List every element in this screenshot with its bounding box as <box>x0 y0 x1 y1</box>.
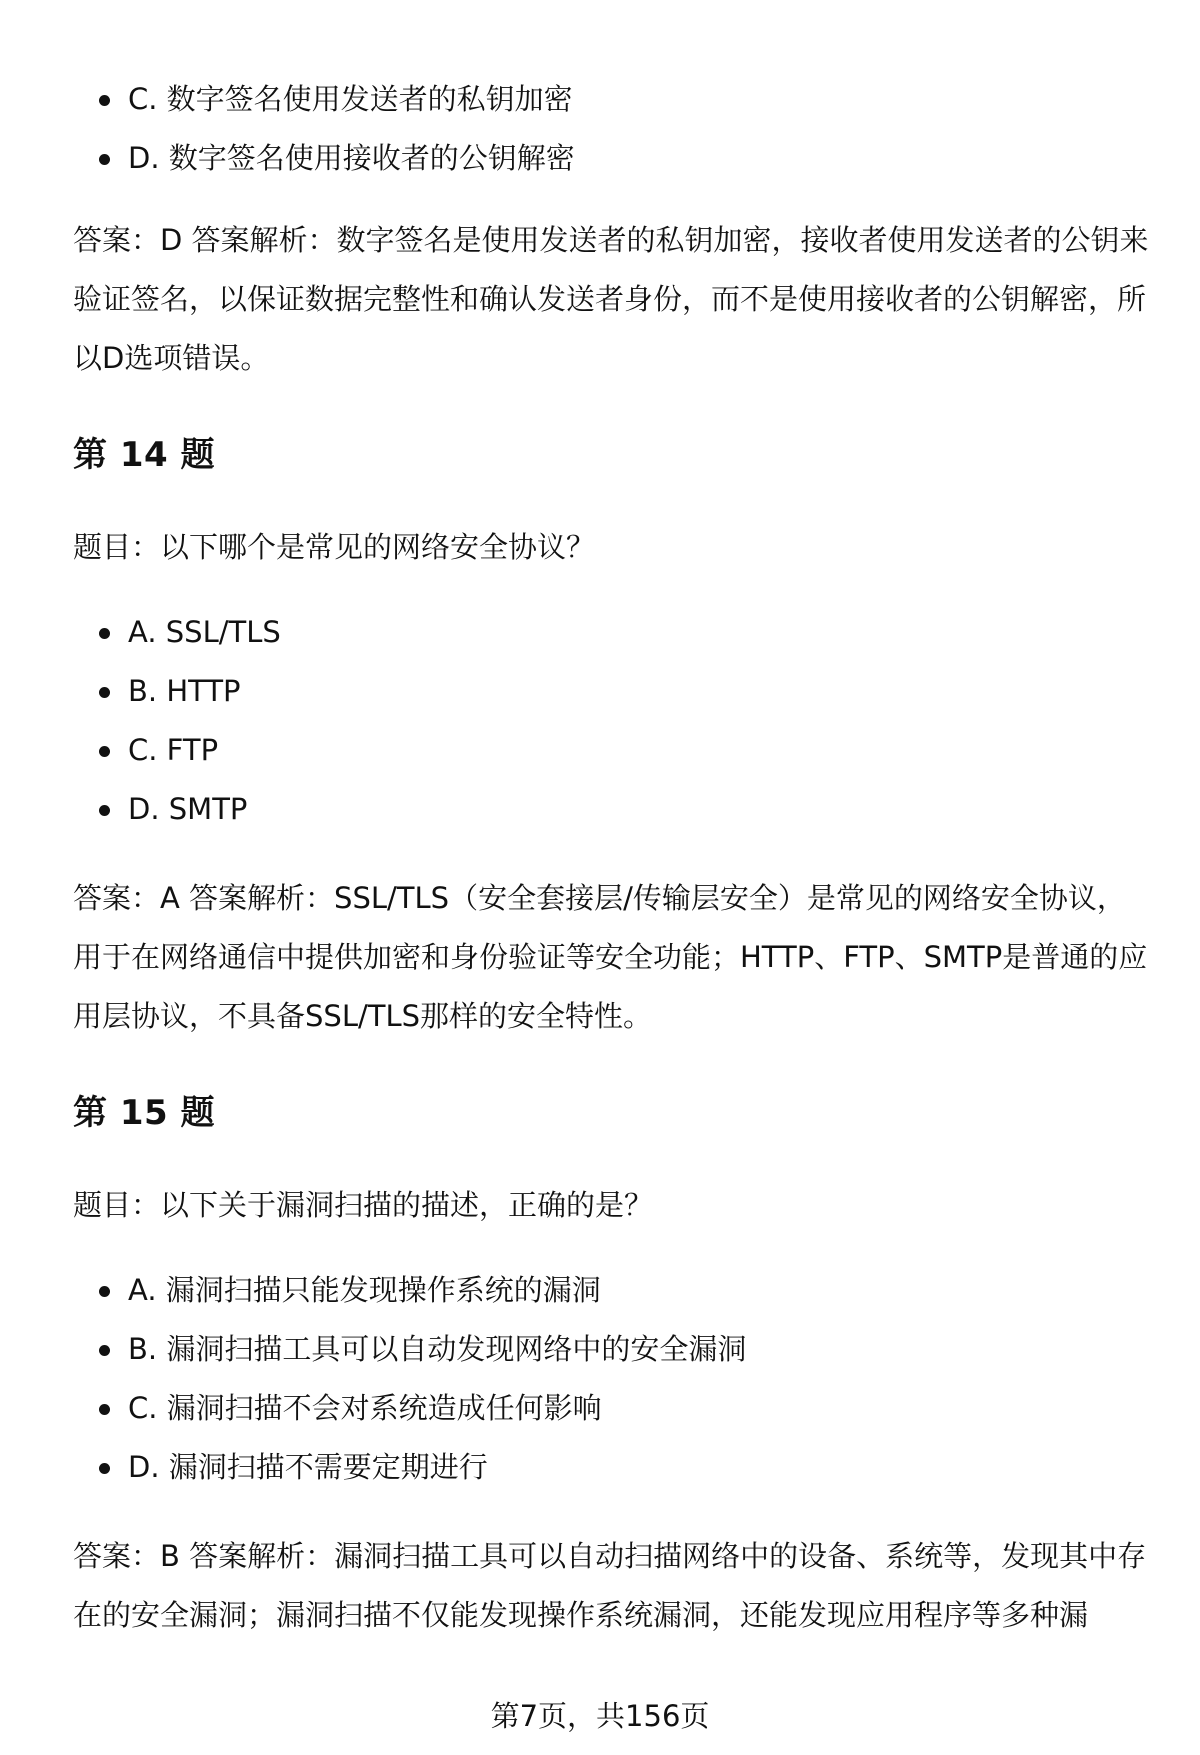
q15-question: 题目：以下关于漏洞扫描的描述，正确的是？ <box>73 1188 654 1222</box>
q13-answer: 答案：D 答案解析：数字签名是使用发送者的私钥加密，接收者使用发送者的公钥来验证签名，以保证数据完整性和确认发送者身份，而不是使用接收者的公钥解密，所以D选项错误。 <box>73 223 1149 375</box>
option-a: A. SSL/TLS <box>73 603 1153 662</box>
q14-question: 题目：以下哪个是常见的网络安全协议？ <box>73 530 596 564</box>
option-d: D. 漏洞扫描不需要定期进行 <box>73 1438 1153 1497</box>
q14-heading: 第 14 题 <box>73 435 215 475</box>
option-c: C. FTP <box>73 721 1153 780</box>
option-c: C. 漏洞扫描不会对系统造成任何影响 <box>73 1379 1153 1438</box>
option-d: D. 数字签名使用接收者的公钥解密 <box>73 129 1153 188</box>
q15-heading: 第 15 题 <box>73 1093 215 1133</box>
option-a: A. 漏洞扫描只能发现操作系统的漏洞 <box>73 1261 1153 1320</box>
option-b: B. 漏洞扫描工具可以自动发现网络中的安全漏洞 <box>73 1320 1153 1379</box>
q14-options <box>73 603 1153 839</box>
document-page <box>73 70 1153 1645</box>
option-c: C. 数字签名使用发送者的私钥加密 <box>73 70 1153 129</box>
page-number-footer: 第7页，共156页 <box>490 1699 710 1733</box>
option-b: B. HTTP <box>73 662 1153 721</box>
option-d: D. SMTP <box>73 780 1153 839</box>
q15-answer: 答案：B 答案解析：漏洞扫描工具可以自动扫描网络中的设备、系统等，发现其中存在的安全漏洞；漏洞扫描不仅能发现操作系统漏洞，还能发现应用程序等多种漏 <box>73 1539 1147 1632</box>
q14-answer: 答案：A 答案解析：SSL/TLS（安全套接层/传输层安全）是常见的网络安全协议，用于在网络通信中提供加密和身份验证等安全功能；HTTP、FTP、SMTP是普通的应用层协议，不具备SSL/TLS那样的安全特性。 <box>73 881 1148 1033</box>
q15-options <box>73 1261 1153 1497</box>
q13-options <box>73 70 1153 188</box>
